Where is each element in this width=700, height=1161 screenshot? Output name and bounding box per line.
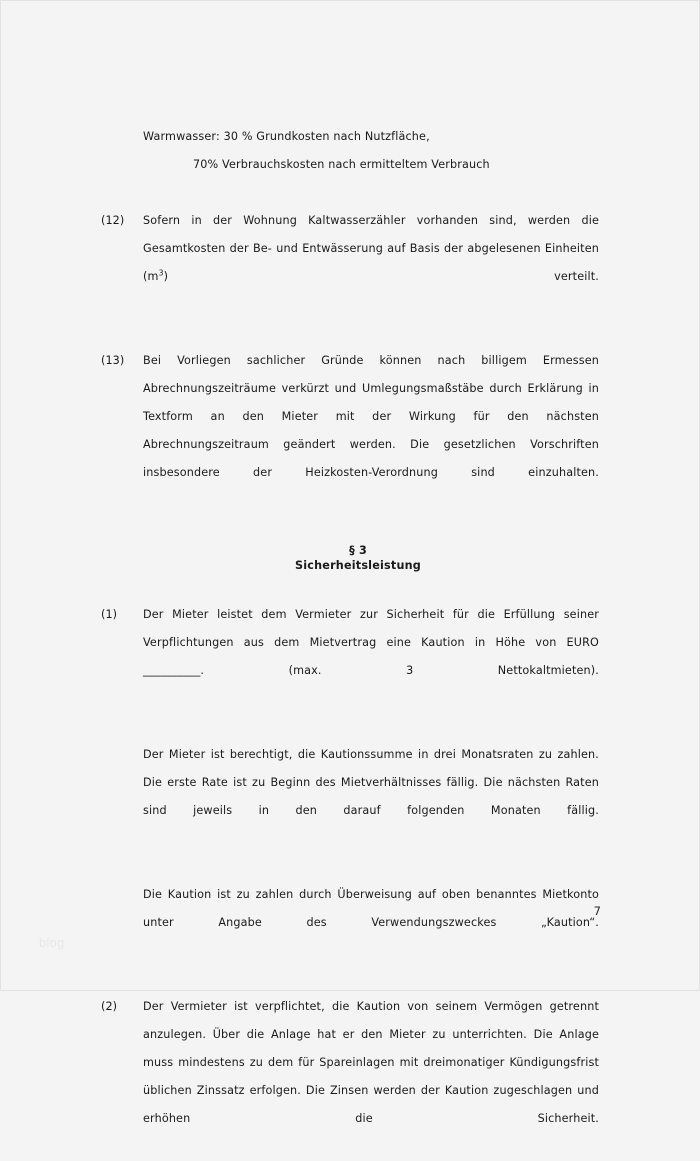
page-number: 7 xyxy=(593,904,601,918)
warmwasser-block xyxy=(101,123,599,179)
section-clause-1-cont-a xyxy=(101,741,599,853)
warmwasser-line-2: 70% Verbrauchskosten nach ermitteltem Verbrauch xyxy=(193,158,490,171)
document-content xyxy=(101,123,599,1161)
section-clause-2 xyxy=(101,993,599,1161)
section-symbol: § 3 xyxy=(349,544,367,557)
spacer xyxy=(101,515,599,543)
spacer xyxy=(101,853,599,881)
spacer xyxy=(101,573,599,601)
clause-13 xyxy=(101,347,599,515)
clause-12-number: (12) xyxy=(101,214,125,227)
section-clause-2-number: (2) xyxy=(101,1000,118,1013)
clause-13-text: Bei Vorliegen sachlicher Gründe können nach billigem Ermessen Abrechnungszeiträume verkürzt und Umlegungsmaßstäbe durch Erklärung in Textform an den Mieter mit der Wirkung für den nächsten Abrechnungszeitraum geändert werden. Die gesetzlichen Vorschriften insbesondere der Heizkosten-Verordnung sind einzuhalten. xyxy=(143,354,599,479)
section-title: Sicherheitsleistung xyxy=(295,559,421,572)
clause-12-text-before: Sofern in der Wohnung Kaltwasserzähler vorhanden sind, werden die Gesamtkosten der Be- und Entwässerung auf Basis der abgelesenen Einheiten (m xyxy=(143,214,599,283)
clause-12-text xyxy=(143,207,599,319)
spacer xyxy=(101,319,599,347)
clause-12 xyxy=(101,207,599,319)
section-clause-1-paragraph-1: Der Mieter leistet dem Vermieter zur Sicherheit für die Erfüllung seiner Verpflichtungen aus dem Mietvertrag eine Kaution in Höhe von EURO __________. (max. 3 Nettokaltmieten). xyxy=(143,608,599,677)
warmwasser-line-1: Warmwasser: 30 % Grundkosten nach Nutzfläche, xyxy=(143,130,430,143)
section-clause-1 xyxy=(101,601,599,713)
section-clause-1-cont-b xyxy=(101,881,599,965)
section-clause-1-paragraph-3: Die Kaution ist zu zahlen durch Überweisung auf oben benanntes Mietkonto unter Angabe des Verwendungszweckes „Kaution“. xyxy=(143,888,599,929)
clause-12-superscript: 3 xyxy=(158,268,164,278)
clause-13-number: (13) xyxy=(101,354,125,367)
section-clause-2-paragraph-1: Der Vermieter ist verpflichtet, die Kaution von seinem Vermögen getrennt anzulegen. Über die Anlage hat er den Mieter zu unterrichten. Die Anlage muss mindestens zu dem für Spareinlagen mit dreimonatiger Kündigungsfrist üblichen Zinssatz erfolgen. Die Zinsen werden der Kaution zugeschlagen und erhöhen die Sicherheit. xyxy=(143,1000,599,1125)
clause-12-text-after: ) verteilt. xyxy=(163,270,599,283)
section-heading xyxy=(117,543,599,573)
section-clause-1-paragraph-2: Der Mieter ist berechtigt, die Kautionssumme in drei Monatsraten zu zahlen. Die erste Rate ist zu Beginn des Mietverhältnisses fällig. Die nächsten Raten sind jeweils in den darauf folgenden Monaten fällig. xyxy=(143,748,599,817)
watermark: blog xyxy=(39,936,65,950)
section-clause-1-number: (1) xyxy=(101,608,118,621)
spacer xyxy=(101,713,599,741)
spacer xyxy=(101,965,599,993)
spacer xyxy=(101,179,599,207)
